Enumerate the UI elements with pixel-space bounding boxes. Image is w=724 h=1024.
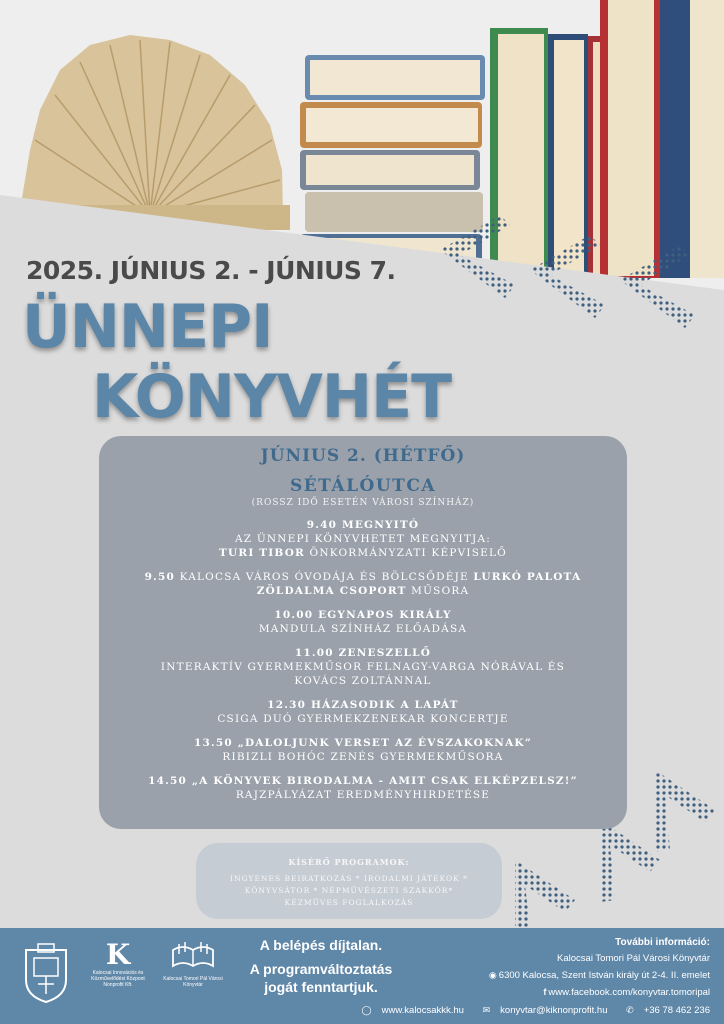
program-box — [99, 436, 627, 829]
program-venue: SÉTÁLÓUTCA — [289, 476, 437, 496]
open-book-icon — [171, 940, 215, 972]
facebook-icon: f — [543, 987, 547, 997]
city-coat-of-arms-logo — [20, 940, 72, 1008]
program-item: 10.00 EGYNAPOS KIRÁLY MANDULA SZÍNHÁZ ELŐADÁSA — [258, 609, 468, 635]
coat-of-arms-icon — [20, 940, 72, 1004]
program-day: JÚNIUS 2. (HÉTFŐ) — [260, 446, 466, 466]
phone-icon: ✆ — [626, 1005, 634, 1015]
library-logo — [160, 940, 226, 988]
side-programs-line: INGYENES BEIRATKOZÁS * IRODALMI JÁTÉKOK * — [230, 874, 468, 883]
info-facebook-row[interactable]: f www.facebook.com/konyvtar.tomoripal — [489, 984, 710, 1001]
email-row[interactable]: ✉ konyvtar@kiknonprofit.hu — [482, 1005, 608, 1016]
program-item: 14.50 „A KÖNYVEK BIRODALMA - AMIT CSAK ELKÉPZELSZ!” RAJZPÁLYÁZAT EREDMÉNYHIRDETÉSE — [148, 775, 578, 801]
contact-info — [489, 935, 710, 1001]
side-programs-box — [196, 843, 502, 919]
phone-row[interactable]: ✆ +36 78 462 236 — [626, 1005, 710, 1016]
location-pin-icon: ◉ — [488, 970, 497, 980]
kik-k-icon: K — [105, 938, 131, 971]
program-change-text-2: jogát fenntartjuk. — [264, 979, 378, 995]
globe-icon: ◯ — [361, 1005, 372, 1015]
web-row[interactable]: ◯ www.kalocsakkk.hu — [361, 1005, 464, 1016]
entry-notice — [236, 936, 406, 996]
info-title: További információ: — [615, 937, 710, 948]
title-line-2: KÖNYVHÉT — [92, 362, 452, 432]
program-venue-note: (ROSSZ IDŐ ESETÉN VÁROSI SZÍNHÁZ) — [251, 498, 475, 508]
side-programs-line: KÖNYVSÁTOR * NÉPMŰVÉSZETI SZAKKÖR* — [244, 886, 454, 895]
title-line-1: ÜNNEPI — [22, 292, 273, 362]
contact-bottom-row — [346, 1005, 710, 1016]
kik-logo-text: Kalocsai Innovációs és Közművelődési Központ Nonprofit Kft. — [91, 970, 145, 988]
program-item: 12.30 HÁZASODIK A LAPÁT CSIGA DUÓ GYERMEKZENEKAR KONCERTJE — [217, 699, 509, 725]
program-item: 13.50 „DALOLJUNK VERSET AZ ÉVSZAKOKNAK” RIBIZLI BOHÓC ZENÉS GYERMEKMŰSORA — [193, 737, 532, 763]
halftone-chevrons-top — [430, 210, 710, 340]
program-item: 9.50 KALOCSA VÁROS ÓVODÁJA ÉS BÖLCSŐDÉJE LURKÓ PALOTA ZÖLDALMA CSOPORT MŰSORA — [144, 571, 582, 597]
mail-icon: ✉ — [482, 1005, 491, 1015]
kik-logo — [86, 940, 150, 988]
library-logo-text: Kalocsai Tomori Pál Városi Könyvtár — [163, 976, 223, 988]
program-item: 11.00 ZENESZELLŐ INTERAKTÍV GYERMEKMŰSOR FELNAGY-VARGA NÓRÁVAL ÉS KOVÁCS ZOLTÁNNAL — [160, 647, 566, 687]
info-organization: Kalocsai Tomori Pál Városi Könyvtár — [557, 953, 710, 964]
program-change-text: A programváltoztatás — [249, 961, 393, 977]
program-list — [99, 518, 627, 802]
side-programs-title: KÍSÉRŐ PROGRAMOK: — [288, 857, 410, 867]
side-programs-line: KÉZMŰVES FOGLALKOZÁS — [284, 898, 414, 907]
program-item: 9.40 MEGNYITÓ AZ ÜNNEPI KÖNYVHETET MEGNYITJA: TURI TIBOR ÖNKORMÁNYZATI KÉPVISELŐ — [219, 519, 507, 559]
free-entry-text: A belépés díjtalan. — [259, 937, 383, 953]
info-address-row: ◉ 6300 Kalocsa, Szent István király út 2-4. II. emelet — [489, 967, 710, 984]
footer — [0, 928, 724, 1024]
event-date-range: 2025. JÚNIUS 2. - JÚNIUS 7. — [26, 256, 396, 285]
